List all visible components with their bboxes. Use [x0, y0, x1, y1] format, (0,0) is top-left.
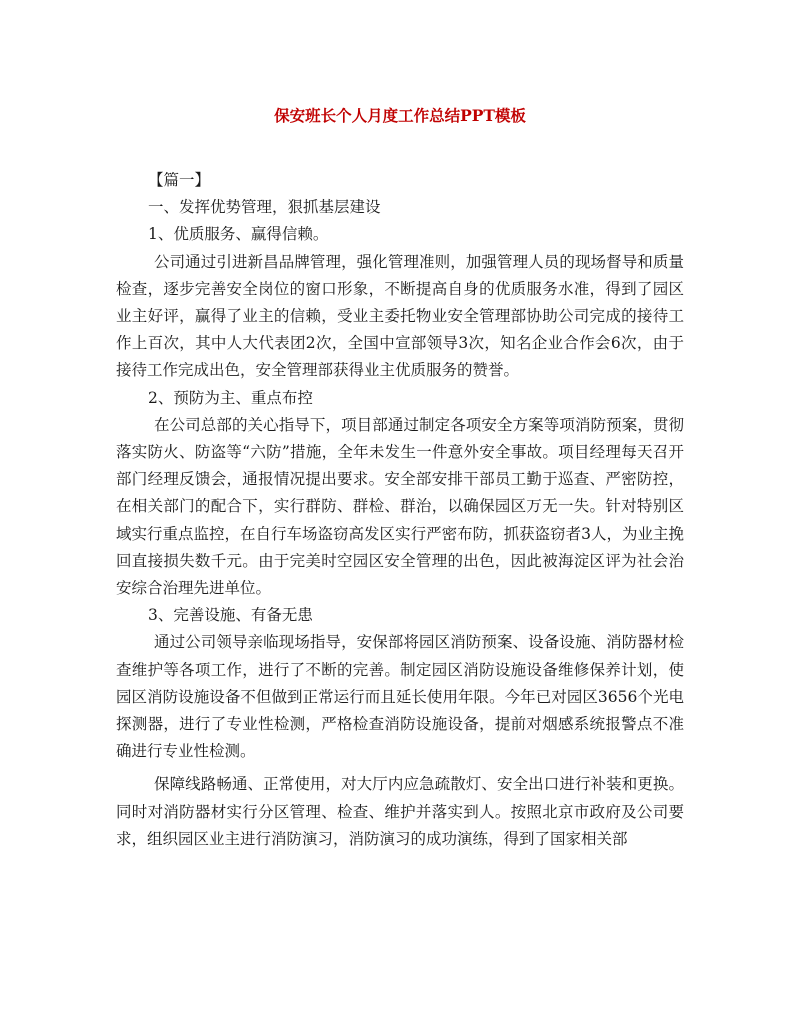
paragraph-4: 保障线路畅通、正常使用，对大厅内应急疏散灯、安全出口进行补装和更换。同时对消防器材实行分区管理、检查、维护并落实到人。按照北京市政府及公司要求，组织园区业主进行消防演习，消防演习的成功演练，得到了国家相关部 — [116, 775, 684, 848]
document-body — [116, 167, 684, 853]
subheading-2: 2、预防为主、重点布控 — [148, 388, 313, 407]
paragraph-3: 通过公司领导亲临现场指导，安保部将园区消防预案、设备设施、消防器材检查维护等各项工作，进行了不断的完善。制定园区消防设施设备维修保养计划，使园区消防设施设备不但做到正常运行而且延长使用年限。今年已对园区3656个光电探测器，进行了专业性检测，严格检查消防设施设备，提前对烟感系统报警点不准确进行专业性检测。 — [116, 633, 684, 761]
heading-1: 一、发挥优势管理，狠抓基层建设 — [148, 198, 381, 217]
paragraph-2: 在公司总部的关心指导下，项目部通过制定各项安全方案等项消防预案，贯彻落实防火、防盗等“六防”措施，全年未发生一件意外安全事故。项目经理每天召开部门经理反馈会，通报情况提出要求。安全部安排干部员工勤于巡查、严密防控，在相关部门的配合下，实行群防、群检、群治，以确保园区万无一失。针对特别区域实行重点监控，在自行车场盗窃高发区实行严密布防，抓获盗窃者3人，为业主挽回直接损失数千元。由于完美时空园区安全管理的出色，因此被海淀区评为社会治安综合治理先进单位。 — [116, 415, 684, 598]
subheading-1: 1、优质服务、赢得信赖。 — [148, 225, 329, 244]
section-label: 【篇一】 — [148, 171, 211, 189]
document-title: 保安班长个人月度工作总结PPT模板 — [274, 106, 526, 125]
subheading-3: 3、完善设施、有备无患 — [148, 606, 313, 625]
paragraph-1: 公司通过引进新昌品牌管理，强化管理准则，加强管理人员的现场督导和质量检查，逐步完善安全岗位的窗口形象，不断提高自身的优质服务水准，得到了园区业主好评，赢得了业主的信赖，受业主委托物业安全管理部协助公司完成的接待工作上百次，其中人大代表团2次，全国中宣部领导3次，知名企业合作会6次，由于接待工作完成出色，安全管理部获得业主优质服务的赞誉。 — [116, 252, 684, 380]
